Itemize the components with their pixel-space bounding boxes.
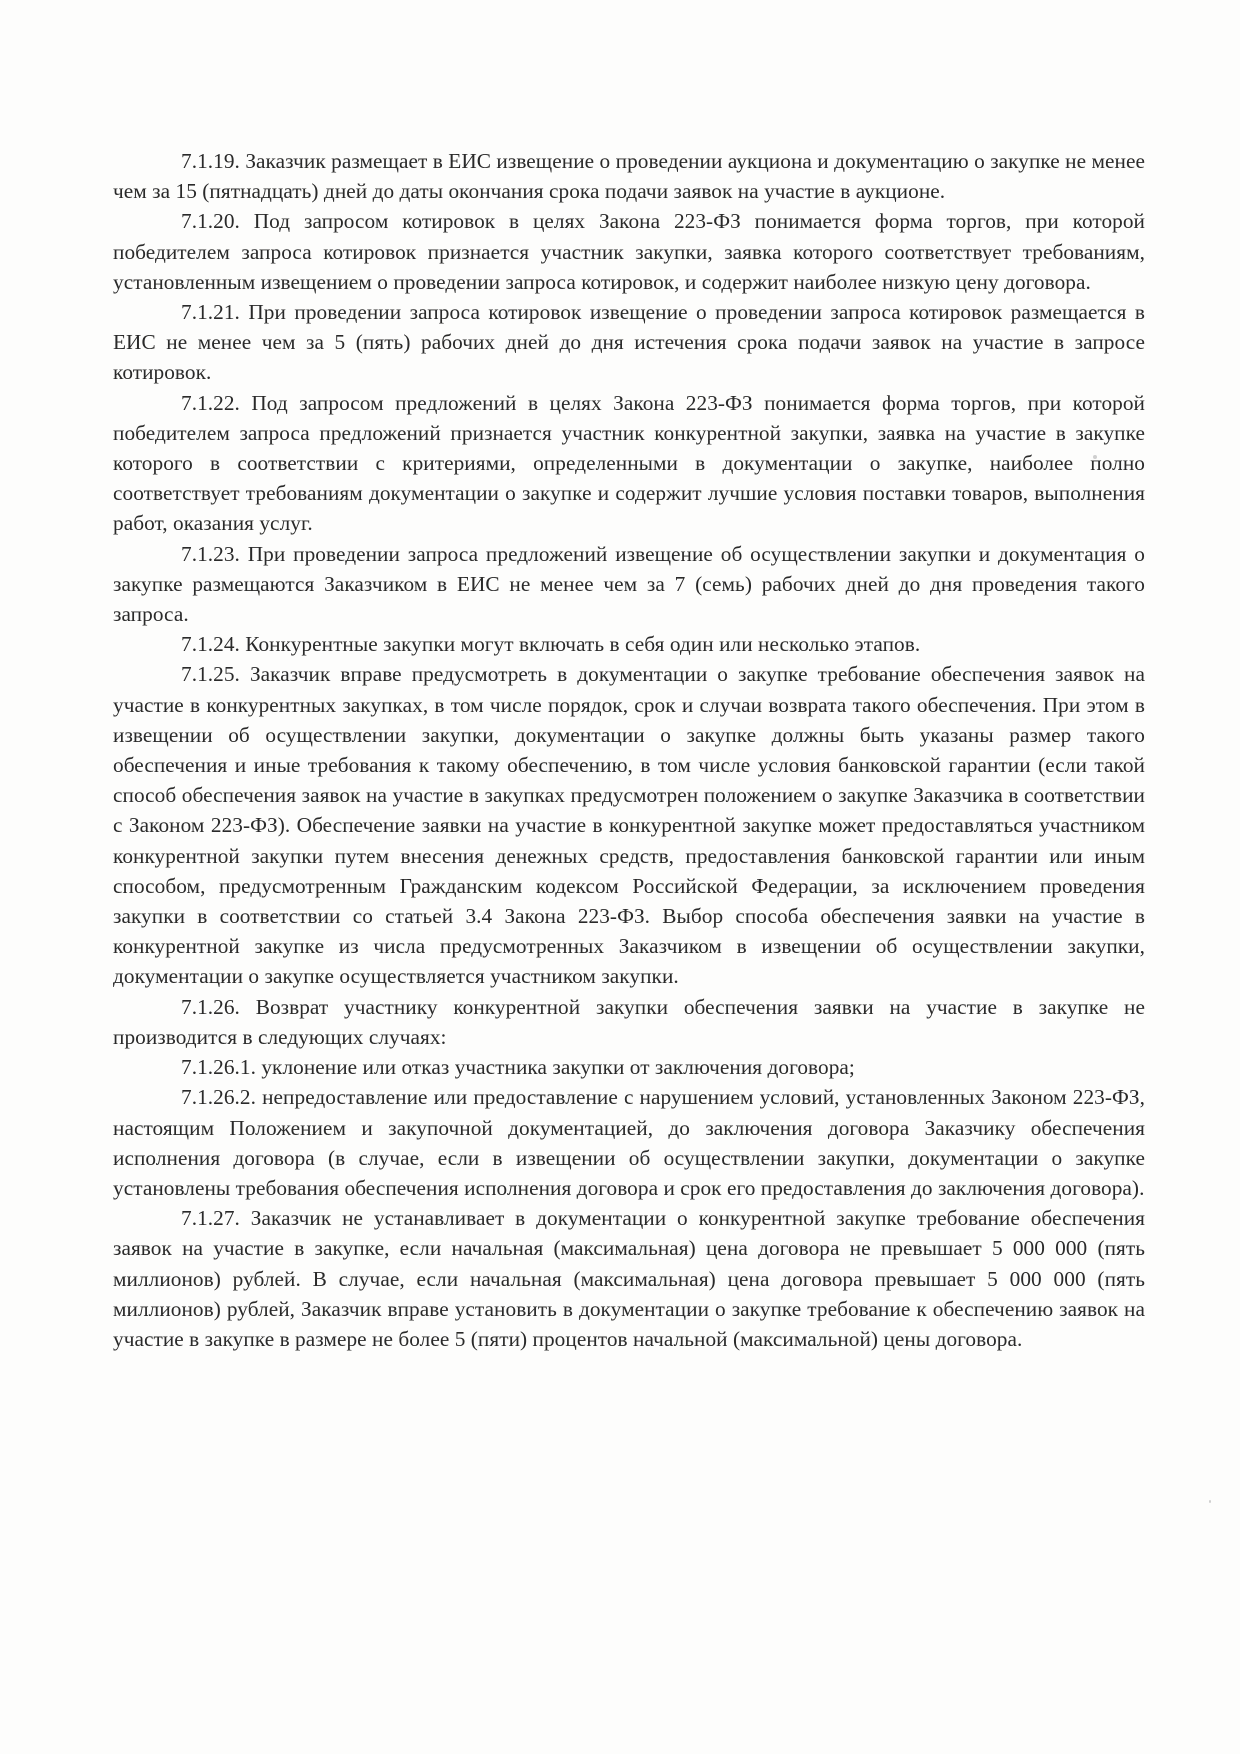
paragraph-7-1-26-2: 7.1.26.2. непредоставление или предоставление с нарушением условий, установленных Законом 223-ФЗ, настоящим Положением и закупочной документацией, до заключения договора Заказчику обеспечения исполнения договора (в случае, если в извещении об осуществлении закупки, документации о закупке установлены требования обеспечения исполнения договора и срок его предоставления до заключения договора). [113, 1085, 1145, 1200]
paragraph-7-1-22: 7.1.22. Под запросом предложений в целях Закона 223-ФЗ понимается форма торгов, при которой победителем запроса предложений признается участник конкурентной закупки, заявка на участие в закупке которого в соответствии с критериями, определенными в документации о закупке, наиболее полно соответствует требованиям документации о закупке и содержит лучшие условия поставки товаров, выполнения работ, оказания услуг. [113, 390, 1145, 536]
scan-speck [1209, 1500, 1211, 1503]
paragraph-7-1-23: 7.1.23. При проведении запроса предложений извещение об осуществлении закупки и документация о закупке размещаются Заказчиком в ЕИС не менее чем за 7 (семь) рабочих дней до дня проведения такого запроса. [113, 541, 1145, 627]
paragraph-7-1-20: 7.1.20. Под запросом котировок в целях Закона 223-ФЗ понимается форма торгов, при которой победителем запроса котировок признается участник закупки, заявка которого соответствует требованиям, установленным извещением о проведении запроса котировок, и содержит наиболее низкую цену договора. [113, 209, 1145, 294]
paragraph-7-1-26: 7.1.26. Возврат участнику конкурентной закупки обеспечения заявки на участие в закупке не производится в следующих случаях: [113, 994, 1145, 1049]
paragraph-7-1-25: 7.1.25. Заказчик вправе предусмотреть в документации о закупке требование обеспечения заявок на участие в конкурентных закупках, в том числе порядок, срок и случаи возврата такого обеспечения. При этом в извещении об осуществлении закупки, документации о закупке должны быть указаны размер такого обеспечения и иные требования к такому обеспечению, в том числе условия банковской гарантии (если такой способ обеспечения заявок на участие в закупках предусмотрен положением о закупке Заказчика в соответствии с Законом 223-ФЗ). Обеспечение заявки на участие в конкурентной закупке может предоставляться участником конкурентной закупки путем внесения денежных средств, предоставления банковской гарантии или иным способом, предусмотренным Гражданским кодексом Российской Федерации, за исключением проведения закупки в соответствии со статьей 3.4 Закона 223-ФЗ. Выбор способа обеспечения заявки на участие в конкурентной закупке из числа предусмотренных Заказчиком в извещении об осуществлении закупки, документации о закупке осуществляется участником закупки. [113, 662, 1145, 989]
paragraph-7-1-19: 7.1.19. Заказчик размещает в ЕИС извещение о проведении аукциона и документацию о закупке не менее чем за 15 (пятнадцать) дней до даты окончания срока подачи заявок на участие в аукционе. [113, 149, 1145, 204]
paragraph-7-1-26-1: 7.1.26.1. уклонение или отказ участника закупки от заключения договора; [181, 1055, 855, 1080]
paragraph-7-1-27: 7.1.27. Заказчик не устанавливает в документации о конкурентной закупке требование обеспечения заявок на участие в закупке, если начальная (максимальная) цена договора не превышает 5 000 000 (пять миллионов) рублей. В случае, если начальная (максимальная) цена договора превышает 5 000 000 (пять миллионов) рублей, Заказчик вправе установить в документации о закупке требование к обеспечению заявок на участие в закупке в размере не более 5 (пяти) процентов начальной (максимальной) цены договора. [113, 1206, 1145, 1351]
paragraph-7-1-24: 7.1.24. Конкурентные закупки могут включать в себя один или несколько этапов. [181, 632, 921, 657]
paragraph-7-1-21: 7.1.21. При проведении запроса котировок извещение о проведении запроса котировок размещается в ЕИС не менее чем за 5 (пять) рабочих дней до дня истечения срока подачи заявок на участие в запросе котировок. [113, 300, 1145, 385]
document-body [113, 146, 1145, 1354]
